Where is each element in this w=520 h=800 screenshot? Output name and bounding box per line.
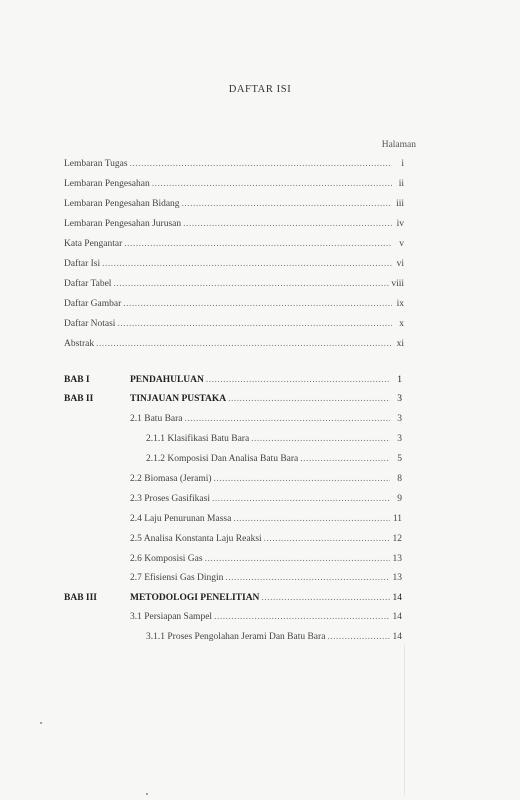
scan-speck [146,793,148,795]
toc-entry-page: 9 [397,494,402,504]
toc-section-entry[interactable] [130,534,402,544]
toc-chapter-entry[interactable] [130,593,402,603]
toc-chapter-entry[interactable] [130,394,402,404]
dot-leader [300,454,390,464]
toc-entry-label: Daftar Tabel [64,279,112,289]
chapter-number: BAB III [64,593,97,603]
dot-leader [117,319,392,329]
toc-entry-label: PENDAHULUAN [130,375,204,385]
toc-entry-label: Daftar Gambar [64,299,122,309]
toc-entry-page: iv [396,219,404,229]
toc-entry-label: Lembaran Tugas [64,159,128,169]
toc-entry-label: 3.1.1 Proses Pengolahan Jerami Dan Batu Bara [146,632,326,642]
toc-entry-page: ii [398,179,404,189]
scan-margin-line [404,645,405,795]
dot-leader [233,514,390,524]
toc-entry-page: viii [391,279,404,289]
toc-entry-page: iii [396,199,404,209]
toc-entry-label: Lembaran Pengesahan Bidang [64,199,180,209]
dot-leader [183,219,392,229]
toc-section-entry[interactable] [130,414,402,424]
toc-entry-label: Kata Pengantar [64,239,123,249]
toc-entry-label: 2.1 Batu Bara [130,414,183,424]
toc-entry[interactable] [64,179,404,189]
dot-leader [264,534,390,544]
dot-leader [225,573,390,583]
dot-leader [327,632,390,642]
toc-entry-label: Daftar Notasi [64,319,116,329]
toc-entry[interactable] [64,159,404,169]
toc-entry-label: 2.7 Efisiensi Gas Dingin [130,573,224,583]
toc-section-entry[interactable] [130,554,402,564]
toc-entry[interactable] [64,279,404,289]
toc-entry-page: 13 [392,573,402,583]
toc-entry-page: 13 [392,554,402,564]
toc-entry-label: Lembaran Pengesahan Jurusan [64,219,182,229]
toc-entry-label: 2.1.2 Komposisi Dan Analisa Batu Bara [146,454,299,464]
dot-leader [206,375,390,385]
page-title: DAFTAR ISI [228,84,292,95]
dot-leader [130,159,392,169]
toc-entry-page: xi [396,339,404,349]
toc-entry-page: 3 [397,434,402,444]
toc-section-entry[interactable] [130,494,402,504]
toc-chapter-entry[interactable] [130,375,402,385]
toc-subsection-entry[interactable] [146,632,402,642]
toc-entry-page: 3 [397,414,402,424]
toc-entry-page: ix [396,299,404,309]
toc-entry[interactable] [64,239,404,249]
toc-entry-label: Daftar Isi [64,259,101,269]
dot-leader [182,199,392,209]
toc-entry-page: 5 [397,454,402,464]
toc-entry-page: 12 [392,534,402,544]
toc-section-entry[interactable] [130,514,402,524]
toc-entry-label: TINJAUAN PUSTAKA [130,394,227,404]
dot-leader [123,299,392,309]
toc-section-entry[interactable] [130,474,402,484]
toc-section-entry[interactable] [130,612,402,622]
toc-entry-label: Abstrak [64,339,95,349]
scan-speck [40,722,42,724]
dot-leader [261,593,390,603]
chapter-number: BAB I [64,375,90,385]
toc-entry[interactable] [64,199,404,209]
toc-entry[interactable] [64,319,404,329]
page-column-label: Halaman [381,140,416,150]
dot-leader [124,239,392,249]
toc-entry-label: 2.6 Komposisi Gas [130,554,203,564]
toc-entry-page: 11 [392,514,402,524]
toc-entry-page: 1 [397,375,402,385]
toc-entry-page: v [399,239,404,249]
toc-entry[interactable] [64,299,404,309]
toc-entry[interactable] [64,259,404,269]
toc-entry-label: 2.3 Proses Gasifikasi [130,494,210,504]
toc-entry-page: 8 [397,474,402,484]
toc-subsection-entry[interactable] [146,454,402,464]
toc-entry-label: 2.4 Laju Penurunan Massa [130,514,232,524]
dot-leader [96,339,392,349]
toc-entry-page: i [401,159,404,169]
dot-leader [212,494,390,504]
dot-leader [214,474,390,484]
toc-entry[interactable] [64,219,404,229]
dot-leader [185,414,390,424]
dot-leader [152,179,392,189]
toc-section-entry[interactable] [130,573,402,583]
toc-entry-label: 2.2 Biomasa (Jerami) [130,474,212,484]
dot-leader [102,259,392,269]
toc-entry-page: vi [396,259,404,269]
toc-entry[interactable] [64,339,404,349]
dot-leader [205,554,390,564]
toc-entry-label: Lembaran Pengesahan [64,179,150,189]
toc-entry-page: 3 [397,394,402,404]
toc-entry-label: 3.1 Persiapan Sampel [130,612,213,622]
toc-entry-label: METODOLOGI PENELITIAN [130,593,260,603]
toc-entry-page: 14 [392,593,402,603]
dot-leader [113,279,389,289]
dot-leader [228,394,390,404]
toc-subsection-entry[interactable] [146,434,402,444]
toc-entry-label: 2.5 Analisa Konstanta Laju Reaksi [130,534,262,544]
dot-leader [251,434,390,444]
toc-entry-label: 2.1.1 Klasifikasi Batu Bara [146,434,250,444]
toc-entry-page: 14 [392,632,402,642]
toc-entry-page: x [399,319,404,329]
dot-leader [214,612,390,622]
chapter-number: BAB II [64,394,94,404]
toc-entry-page: 14 [392,612,402,622]
